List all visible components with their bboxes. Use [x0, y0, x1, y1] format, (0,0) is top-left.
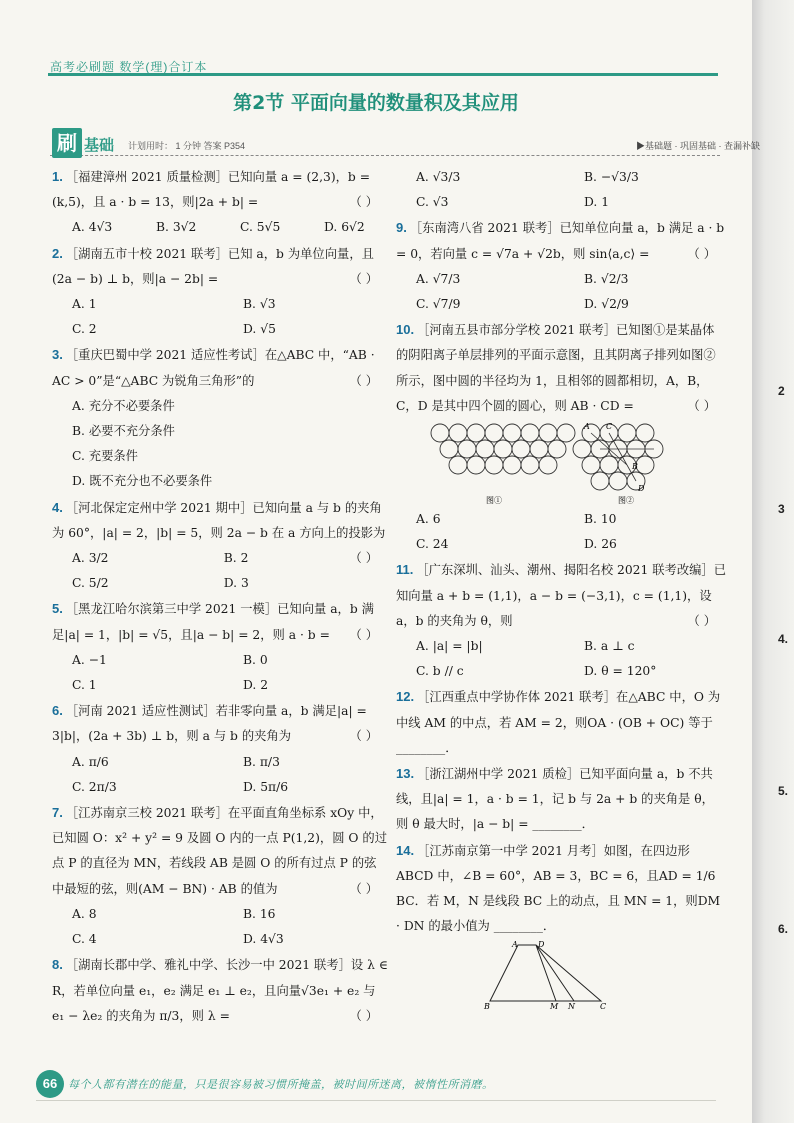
anion-circle [636, 424, 654, 442]
options-grid [396, 165, 726, 215]
point-label: D [538, 940, 545, 950]
answer-option: A. √7/3 [416, 271, 461, 286]
question-text: ［河北保定定州中学 2021 期中］已知向量 a 与 b 的夹角为 60°，|a| = 2，|b| = 5，则 2a − b 在 a 方向上的投影为 [52, 500, 386, 540]
question-item [52, 597, 388, 698]
options-grid [52, 648, 388, 698]
question-text: ［福建漳州 2021 质量检测］已知向量 a = (2,3)，b = (k,5)，且 a · b = 13，则|2a + b| = [52, 170, 371, 210]
answer-paren: （ ） [349, 729, 378, 744]
answer-option: D. 1 [584, 195, 610, 210]
answer-option: B. 10 [584, 512, 617, 527]
question-item [396, 318, 726, 557]
answer-paren: （ ） [687, 613, 716, 628]
right-column [396, 165, 726, 1022]
question-item [52, 699, 388, 800]
question-item [52, 165, 388, 241]
question-text: ［河南 2021 适应性测试］若非零向量 a，b 满足|a| = 3|b|，(2a + 3b) ⊥ b，则 a 与 b 的夹角为 [52, 704, 367, 744]
shua-logo: 刷 [52, 128, 82, 158]
answer-option: D. 3 [223, 576, 249, 591]
question-item [396, 685, 726, 761]
ion-circle [503, 456, 521, 474]
ion-circle [557, 424, 575, 442]
answer-option: A. 4√3 [72, 220, 113, 235]
answer-option: C. 5√5 [240, 220, 281, 235]
quadrilateral-lines [490, 945, 601, 1001]
ion-circle [431, 424, 449, 442]
point-label: N [568, 1002, 575, 1012]
answer-option: D. 2 [243, 678, 269, 693]
question-number: 9. [396, 220, 407, 236]
answer-option: B. 3√2 [156, 220, 197, 235]
ion-circle [503, 424, 521, 442]
options-grid [52, 750, 388, 800]
answer-paren: （ ） [349, 551, 378, 566]
answer-option: B. 必要不充分条件 [72, 424, 175, 439]
answer-option: C. 充要条件 [72, 449, 138, 464]
answer-option: D. θ = 120° [584, 664, 657, 679]
ion-circle [539, 456, 557, 474]
question-stem [52, 242, 388, 292]
question-stem [396, 216, 726, 266]
question-text: ［东南湾八省 2021 联考］已知单位向量 a，b 满足 a · b = 0，若向量 c = √7a + √2b，则 sin⟨a,c⟩ = [396, 221, 725, 261]
point-label: A [512, 940, 518, 950]
answer-option: C. b // c [416, 664, 464, 679]
ion-circle [476, 440, 494, 458]
question-stem [52, 953, 388, 1029]
question-text: ［湖南长郡中学、雅礼中学、长沙一中 2021 联考］设 λ ∈ R，若单位向量 e₁，e₂ 满足 e₁ ⊥ e₂，且向量√3e₁ + e₂ 与 e₁ − λe₂ 的夹角为 π/3，则 λ = [52, 958, 388, 1023]
crystal-figure [396, 419, 696, 507]
question-number: 1. [52, 169, 63, 184]
page-number: 66 [36, 1070, 64, 1098]
answer-option: B. 0 [243, 652, 268, 667]
figure-container [396, 939, 726, 1020]
edge-number: 5. [778, 784, 789, 798]
question-item [52, 242, 388, 343]
options-grid [52, 292, 388, 342]
answer-option: A. π/6 [72, 754, 109, 769]
answer-paren: （ ） [687, 398, 716, 413]
question-text: ［黑龙江哈尔滨第三中学 2021 一模］已知向量 a，b 满足|a| = 1，|b| = √5，且|a − b| = 2，则 a · b = [52, 602, 374, 642]
ion-circle [548, 440, 566, 458]
answer-paren: （ ） [349, 271, 378, 286]
question-stem [52, 699, 388, 749]
answer-option: A. 8 [72, 906, 97, 921]
anion-circle [636, 456, 654, 474]
answer-paren: （ ） [349, 627, 378, 642]
question-number: 11. [396, 562, 414, 578]
anion-circle [582, 456, 600, 474]
answer-option: C. √3 [416, 195, 449, 210]
footer-rule [36, 1100, 716, 1101]
answer-option: B. 2 [223, 551, 249, 566]
answer-option: B. √2/3 [584, 271, 629, 286]
answer-option: B. a ⊥ c [584, 639, 635, 654]
question-text: ［江苏南京三校 2021 联考］在平面直角坐标系 xOy 中，已知圆 O：x² + y² = 9 及圆 O 内的一点 P(1,2)，圆 O 的过点 P 的直径为 MN，若线段 AB 是圆 O 的所有过点 P 的弦中最短的弦，则(AM − BN) · AB 的值为 [52, 806, 387, 896]
question-number: 4. [52, 499, 63, 515]
edge-number: 3 [778, 502, 785, 516]
question-item [396, 216, 726, 317]
options-grid [396, 267, 726, 317]
page-edge [752, 0, 794, 1123]
ion-circle [539, 424, 557, 442]
question-text: ［广东深圳、汕头、潮州、揭阳名校 2021 联考改编］已知向量 a + b = (1,1)，a − b = (−3,1)，c = (1,1)，设 a，b 的夹角为 θ，则 [396, 563, 727, 628]
answer-option: D. 5π/6 [243, 779, 289, 794]
question-item [52, 496, 388, 597]
anion-circle [609, 472, 627, 490]
question-text: ［江西重点中学协作体 2021 联考］在△ABC 中，O 为中线 AM 的中点，若 AM = 2，则OA · (OB + OC) 等于 ________． [396, 690, 721, 755]
question-number: 5. [52, 601, 63, 617]
question-number: 3. [52, 347, 63, 363]
book-title: 高考必刷题 数学(理)合订本 [50, 60, 208, 74]
answer-option: A. −1 [72, 652, 107, 667]
answer-option: A. 充分不必要条件 [72, 398, 175, 413]
question-stem [52, 801, 388, 902]
question-stem [396, 839, 726, 940]
question-text: ［重庆巴蜀中学 2021 适应性考试］在△ABC 中，“AB · AC > 0”是“△ABC 为锐角三角形”的 [52, 348, 375, 388]
question-stem [396, 558, 726, 634]
question-stem [52, 343, 388, 393]
answer-option: C. 2π/3 [72, 779, 117, 794]
question-item [396, 839, 726, 1021]
anion-circle [573, 440, 591, 458]
options-row [52, 215, 388, 240]
ion-circle [449, 424, 467, 442]
question-number: 8. [52, 957, 63, 973]
question-item [52, 343, 388, 494]
answer-option: C. 1 [72, 678, 97, 693]
answer-option: D. 6√2 [324, 220, 365, 235]
answer-paren: （ ） [687, 246, 716, 261]
question-number: 12. [396, 689, 415, 705]
question-stem [396, 318, 726, 419]
figure-container [396, 419, 726, 507]
answer-option: D. 26 [584, 537, 617, 552]
exercise-type-label: 基础 [84, 136, 115, 154]
ion-circle [485, 456, 503, 474]
answer-option: C. 24 [416, 537, 449, 552]
answer-option: C. 5/2 [72, 576, 109, 591]
edge-number: 2 [778, 384, 785, 398]
answer-option: A. 6 [416, 512, 441, 527]
question-number: 7. [52, 805, 63, 821]
ion-circle [485, 424, 503, 442]
ion-circle [440, 440, 458, 458]
ion-circle [458, 440, 476, 458]
question-item [396, 165, 726, 215]
answer-option: D. 既不充分也不必要条件 [72, 474, 213, 489]
question-number: 2. [52, 245, 63, 261]
question-item [52, 953, 388, 1029]
ion-circle [530, 440, 548, 458]
point-label: C [606, 422, 613, 432]
question-stem [396, 685, 726, 761]
point-label: A [584, 422, 590, 432]
point-label: M [550, 1002, 559, 1012]
answer-paren: （ ） [349, 195, 378, 210]
question-item [396, 558, 726, 684]
answer-option: B. −√3/3 [584, 170, 639, 184]
options-grid [396, 507, 726, 557]
question-text: ［浙江湖州中学 2021 质检］已知平面向量 a，b 不共线，且|a| = 1，a · b = 1，记 b 与 2a + b 的夹角是 θ，则 θ 最大时，|a − b| = ________． [396, 767, 714, 832]
left-column [52, 165, 388, 1030]
edge-number: 6. [778, 922, 789, 936]
band-tagline: ▶基础题 · 巩固基础 · 查漏补缺 [636, 141, 760, 151]
question-item [52, 801, 388, 952]
ion-circle [449, 456, 467, 474]
answer-option: A. |a| = |b| [416, 639, 483, 654]
ion-circle [521, 424, 539, 442]
answer-paren: （ ） [349, 373, 378, 388]
ion-circle [512, 440, 530, 458]
ion-circle [467, 456, 485, 474]
ion-circle [521, 456, 539, 474]
answer-paren: （ ） [349, 1008, 378, 1023]
figure-caption: 图② [618, 496, 634, 506]
question-stem [396, 762, 726, 838]
question-number: 6. [52, 703, 63, 719]
answer-option: B. 16 [243, 906, 276, 921]
answer-option: D. √2/9 [584, 297, 629, 312]
plan-time-meta: 计划用时： 1 分钟 答案 P354 [128, 141, 246, 151]
question-text: ［河南五县市部分学校 2021 联考］已知图①是某晶体的阴阳离子单层排列的平面示意图，且其阴离子排列如图②所示，图中圆的半径均为 1，且相邻的圆都相切，A，B，C，D 是其中四个圆的圆心，则 AB · CD = [396, 323, 716, 413]
question-number: 10. [396, 322, 415, 338]
options-grid [52, 902, 388, 952]
answer-option: D. 4√3 [243, 932, 284, 947]
answer-option: A. 1 [72, 297, 97, 312]
question-stem [52, 597, 388, 647]
answer-option: B. π/3 [243, 754, 280, 769]
options-grid [52, 546, 349, 596]
point-label: C [600, 1002, 607, 1012]
answer-option: D. √5 [243, 322, 276, 337]
answer-option: A. 3/2 [72, 551, 109, 566]
figure-caption: 图① [486, 496, 502, 506]
ion-circle [494, 440, 512, 458]
answer-option: A. √3/3 [416, 170, 461, 184]
point-label: B [484, 1002, 490, 1012]
section-title: 第2节 平面向量的数量积及其应用 [233, 92, 519, 114]
options-grid [396, 634, 726, 684]
edge-number: 4. [778, 632, 789, 646]
question-number: 14. [396, 842, 415, 858]
answer-option: C. 2 [72, 322, 97, 337]
question-stem [52, 165, 388, 215]
answer-option: B. √3 [243, 297, 276, 312]
quadrilateral-figure [396, 939, 696, 1011]
answer-paren: （ ） [349, 881, 378, 896]
point-label: B [632, 462, 638, 472]
point-label: D [638, 484, 645, 494]
footer-motto: 每个人都有潜在的能量，只是很容易被习惯所掩盖，被时间所迷离，被惰性所消磨。 [68, 1078, 494, 1091]
question-item [396, 762, 726, 838]
question-number: 13. [396, 766, 415, 782]
anion-circle [591, 472, 609, 490]
anion-circle [618, 424, 636, 442]
anion-circle [600, 456, 618, 474]
answer-option: C. 4 [72, 932, 97, 947]
answer-option: C. √7/9 [416, 297, 461, 312]
question-text: ［江苏南京第一中学 2021 月考］如图，在四边形 ABCD 中，∠B = 60°，AB = 3，BC = 6，且AD = 1/6 BC．若 M，N 是线段 BC 上的动点，且 MN = 1，则DM · DN 的最小值为 ________． [396, 843, 721, 934]
question-text: ［湖南五市十校 2021 联考］已知 a，b 为单位向量，且(2a − b) ⊥ b，则|a − 2b| = [52, 246, 374, 286]
ion-circle [467, 424, 485, 442]
